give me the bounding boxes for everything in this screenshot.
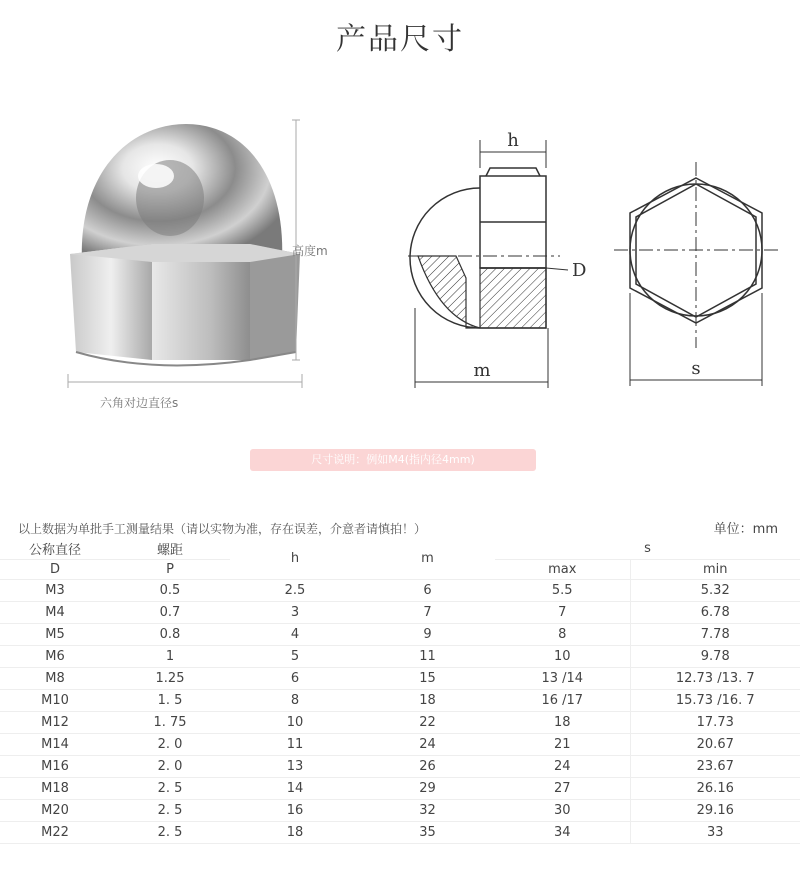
cell-m: 22 [360,711,495,733]
header-m: m [360,539,495,579]
cell-smin: 33 [630,821,800,843]
page-title: 产品尺寸 [336,22,464,57]
table-row [0,777,800,799]
cell-h: 18 [230,821,360,843]
label-d: D [572,260,587,281]
cell-h: 14 [230,777,360,799]
size-note: 尺寸说明：例如M4(指内径4mm) [250,449,536,471]
cell-h: 13 [230,755,360,777]
cell-smax: 24 [495,755,630,777]
cell-d: M22 [0,821,110,843]
cell-d: M12 [0,711,110,733]
cell-smax: 13 /14 [495,667,630,689]
cell-m: 32 [360,799,495,821]
cell-smin: 7.78 [630,623,800,645]
cell-p: 2. 0 [110,755,230,777]
cell-smin: 9.78 [630,645,800,667]
cell-d: M6 [0,645,110,667]
header-p-top: 螺距 [110,539,230,559]
cell-smax: 16 /17 [495,689,630,711]
cell-h: 8 [230,689,360,711]
cell-smin: 5.32 [630,579,800,601]
cell-d: M14 [0,733,110,755]
cell-p: 1. 5 [110,689,230,711]
cell-smin: 29.16 [630,799,800,821]
cell-m: 11 [360,645,495,667]
cell-smax: 8 [495,623,630,645]
cell-p: 1. 75 [110,711,230,733]
cell-smin: 20.67 [630,733,800,755]
cell-d: M4 [0,601,110,623]
cell-smax: 34 [495,821,630,843]
table-row [0,821,800,843]
cell-d: M18 [0,777,110,799]
cell-p: 2. 5 [110,799,230,821]
header-h: h [230,539,360,579]
cell-h: 3 [230,601,360,623]
cell-smax: 27 [495,777,630,799]
cell-smax: 5.5 [495,579,630,601]
label-h: h [507,130,519,151]
cell-smax: 7 [495,601,630,623]
cell-smax: 30 [495,799,630,821]
cell-h: 10 [230,711,360,733]
header-s-max: max [495,559,630,579]
table-row [0,733,800,755]
cell-d: M20 [0,799,110,821]
cell-smax: 10 [495,645,630,667]
table-row [0,799,800,821]
cell-m: 29 [360,777,495,799]
table-row [0,645,800,667]
table-row [0,689,800,711]
cell-smin: 6.78 [630,601,800,623]
header-p-bottom: P [110,559,230,579]
measurement-caption: 以上数据为单批手工测量结果（请以实物为准，存在误差，介意者请慎拍！） [18,522,427,536]
cell-smin: 15.73 /16. 7 [630,689,800,711]
cell-d: M5 [0,623,110,645]
table-row [0,601,800,623]
cell-smin: 17.73 [630,711,800,733]
cell-smin: 26.16 [630,777,800,799]
cell-h: 16 [230,799,360,821]
cell-p: 1.25 [110,667,230,689]
cell-m: 26 [360,755,495,777]
cell-h: 11 [230,733,360,755]
cell-p: 0.5 [110,579,230,601]
cell-p: 1 [110,645,230,667]
cell-d: M16 [0,755,110,777]
label-m: m [473,360,491,381]
technical-drawing [400,118,790,398]
spec-table [0,539,800,844]
header-d-bottom: D [0,559,110,579]
table-row [0,623,800,645]
cell-m: 35 [360,821,495,843]
cell-h: 4 [230,623,360,645]
cell-p: 2. 5 [110,777,230,799]
cell-m: 15 [360,667,495,689]
cell-m: 24 [360,733,495,755]
unit-label: 单位：mm [713,522,778,537]
table-row [0,667,800,689]
cell-smax: 21 [495,733,630,755]
cell-m: 18 [360,689,495,711]
cell-m: 6 [360,579,495,601]
height-label: 高度m [292,244,328,258]
cell-d: M10 [0,689,110,711]
cell-d: M8 [0,667,110,689]
cell-p: 0.8 [110,623,230,645]
label-s: s [691,358,701,379]
cell-smin: 23.67 [630,755,800,777]
cell-h: 6 [230,667,360,689]
width-label: 六角对边直径s [100,396,179,410]
cell-d: M3 [0,579,110,601]
cell-smax: 18 [495,711,630,733]
header-s-min: min [630,559,800,579]
header-d-top: 公称直径 [0,539,110,559]
table-header-row-1 [0,539,800,559]
table-row [0,579,800,601]
table-row [0,755,800,777]
cell-p: 0.7 [110,601,230,623]
cell-m: 9 [360,623,495,645]
cell-p: 2. 0 [110,733,230,755]
cell-h: 2.5 [230,579,360,601]
cell-p: 2. 5 [110,821,230,843]
cell-m: 7 [360,601,495,623]
cell-smin: 12.73 /13. 7 [630,667,800,689]
header-s: s [495,539,800,559]
table-row [0,711,800,733]
cell-h: 5 [230,645,360,667]
